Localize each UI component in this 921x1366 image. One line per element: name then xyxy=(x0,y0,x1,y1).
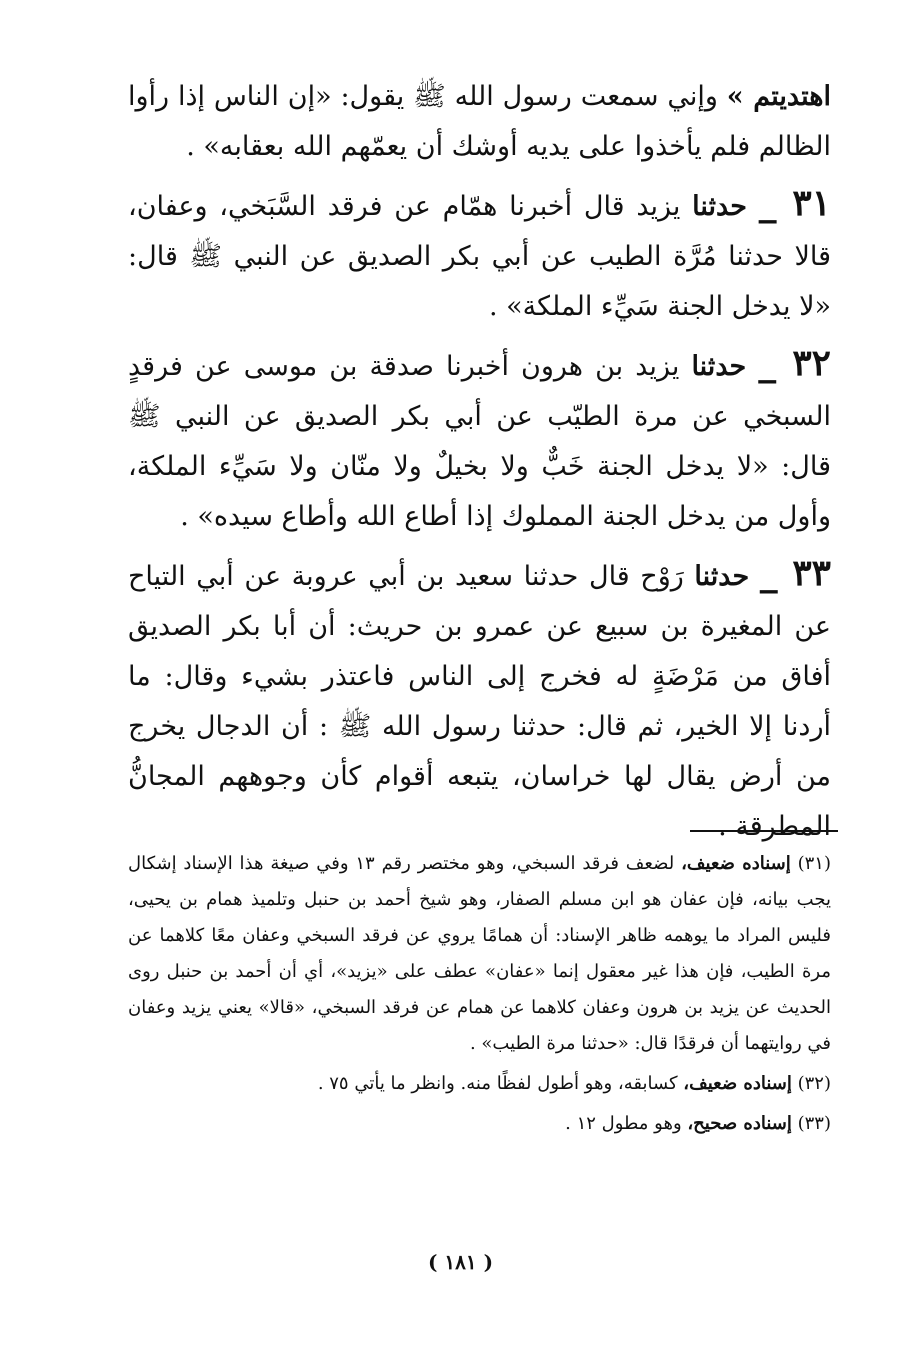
page-number: ( ١٨١ ) xyxy=(427,1250,494,1274)
footnote-label: إسناده صحيح، xyxy=(687,1113,792,1134)
footnote-32 xyxy=(128,1066,831,1102)
hadith-32 xyxy=(128,338,831,542)
hadith-text: يزيد بن هرون أخبرنا صدقة بن موسى عن فرقدٍ السبخي عن مرة الطيّب عن أبي بكر الصديق عن النبي ﷺ قال: «لا يدخل الجنة خَبٌّ ولا بخيلٌ ولا منّان ولا سَيِّء الملكة، وأول من يدخل الجنة المملوك إذا أطاع الله وأطاع سيده» . xyxy=(128,351,831,532)
footnote-ref: (٣١) xyxy=(797,853,832,874)
hadith-keyword: حدثنا xyxy=(694,561,750,592)
hadith-number: ٣١ _ xyxy=(758,182,831,224)
footnotes xyxy=(128,846,831,1146)
hadith-text: يزيد قال أخبرنا همّام عن فرقد السَّبَخي، وعفان، قالا حدثنا مُرَّة الطيب عن أبي بكر الصديق عن النبي ﷺ قال: «لا يدخل الجنة سَيِّء الملكة» . xyxy=(128,191,831,322)
hadith-33 xyxy=(128,548,831,852)
opening-lead: اهتديتم » xyxy=(726,81,831,112)
hadith-number: ٣٢ _ xyxy=(758,342,831,384)
footnote-label: إسناده ضعيف، xyxy=(681,853,791,874)
hadith-keyword: حدثنا xyxy=(691,351,747,382)
footnote-ref: (٣٣) xyxy=(797,1113,831,1134)
main-text xyxy=(128,72,831,858)
footnote-text: وهو مطول ١٢ . xyxy=(565,1113,688,1134)
footnote-33 xyxy=(128,1106,831,1142)
hadith-keyword: حدثنا xyxy=(692,191,747,222)
footnote-label: إسناده ضعيف، xyxy=(683,1073,792,1094)
footnote-text: لضعف فرقد السبخي، وهو مختصر رقم ١٣ وفي صيغة هذا الإسناد إشكال يجب بيانه، فإن عفان هو ابن مسلم الصفار، وهو شيخ أحمد بن حنبل وتلميذ همام بن يحيى، فليس المراد ما يوهمه ظاهر الإسناد: أن همامًا يروي عن فرقد السبخي وعفان معًا كلاهما عن مرة الطيب، فإن هذا غير معقول إنما «عفان» عطف على «يزيد»، أي أن أحمد بن حنبل روى الحديث عن يزيد بن هرون وعفان كلاهما عن همام عن فرقد السبخي، «قالا» يعني يزيد وعفان في روايتهما أن فرقدًا قال: «حدثنا مرة الطيب» . xyxy=(128,853,831,1054)
opening-text: وإني سمعت رسول الله ﷺ يقول: «إن الناس إذا رأوا الظالم فلم يأخذوا على يديه أوشك أن يعمّهم الله بعقابه» . xyxy=(128,81,831,162)
hadith-text: رَوْح قال حدثنا سعيد بن أبي عروبة عن أبي التياح عن المغيرة بن سبيع عن عمرو بن حريث: أن أبا بكر الصديق أفاق من مَرْضَةٍ له فخرج إلى الناس فاعتذر بشيء وقال: ما أردنا إلا الخير، ثم قال: حدثنا رسول الله ﷺ : أن الدجال يخرج من أرض يقال لها خراسان، يتبعه أقوام كأن وجوههم المجانُّ المطرقة . xyxy=(128,561,831,842)
hadith-number: ٣٣ _ xyxy=(759,552,831,594)
hadith-31 xyxy=(128,178,831,332)
footnote-separator xyxy=(690,830,838,832)
footnote-31 xyxy=(128,846,831,1062)
footnote-text: كسابقه، وهو أطول لفظًا منه. وانظر ما يأتي ٧٥ . xyxy=(317,1073,684,1094)
footnote-ref: (٣٢) xyxy=(797,1073,831,1094)
opening-paragraph xyxy=(128,72,831,172)
